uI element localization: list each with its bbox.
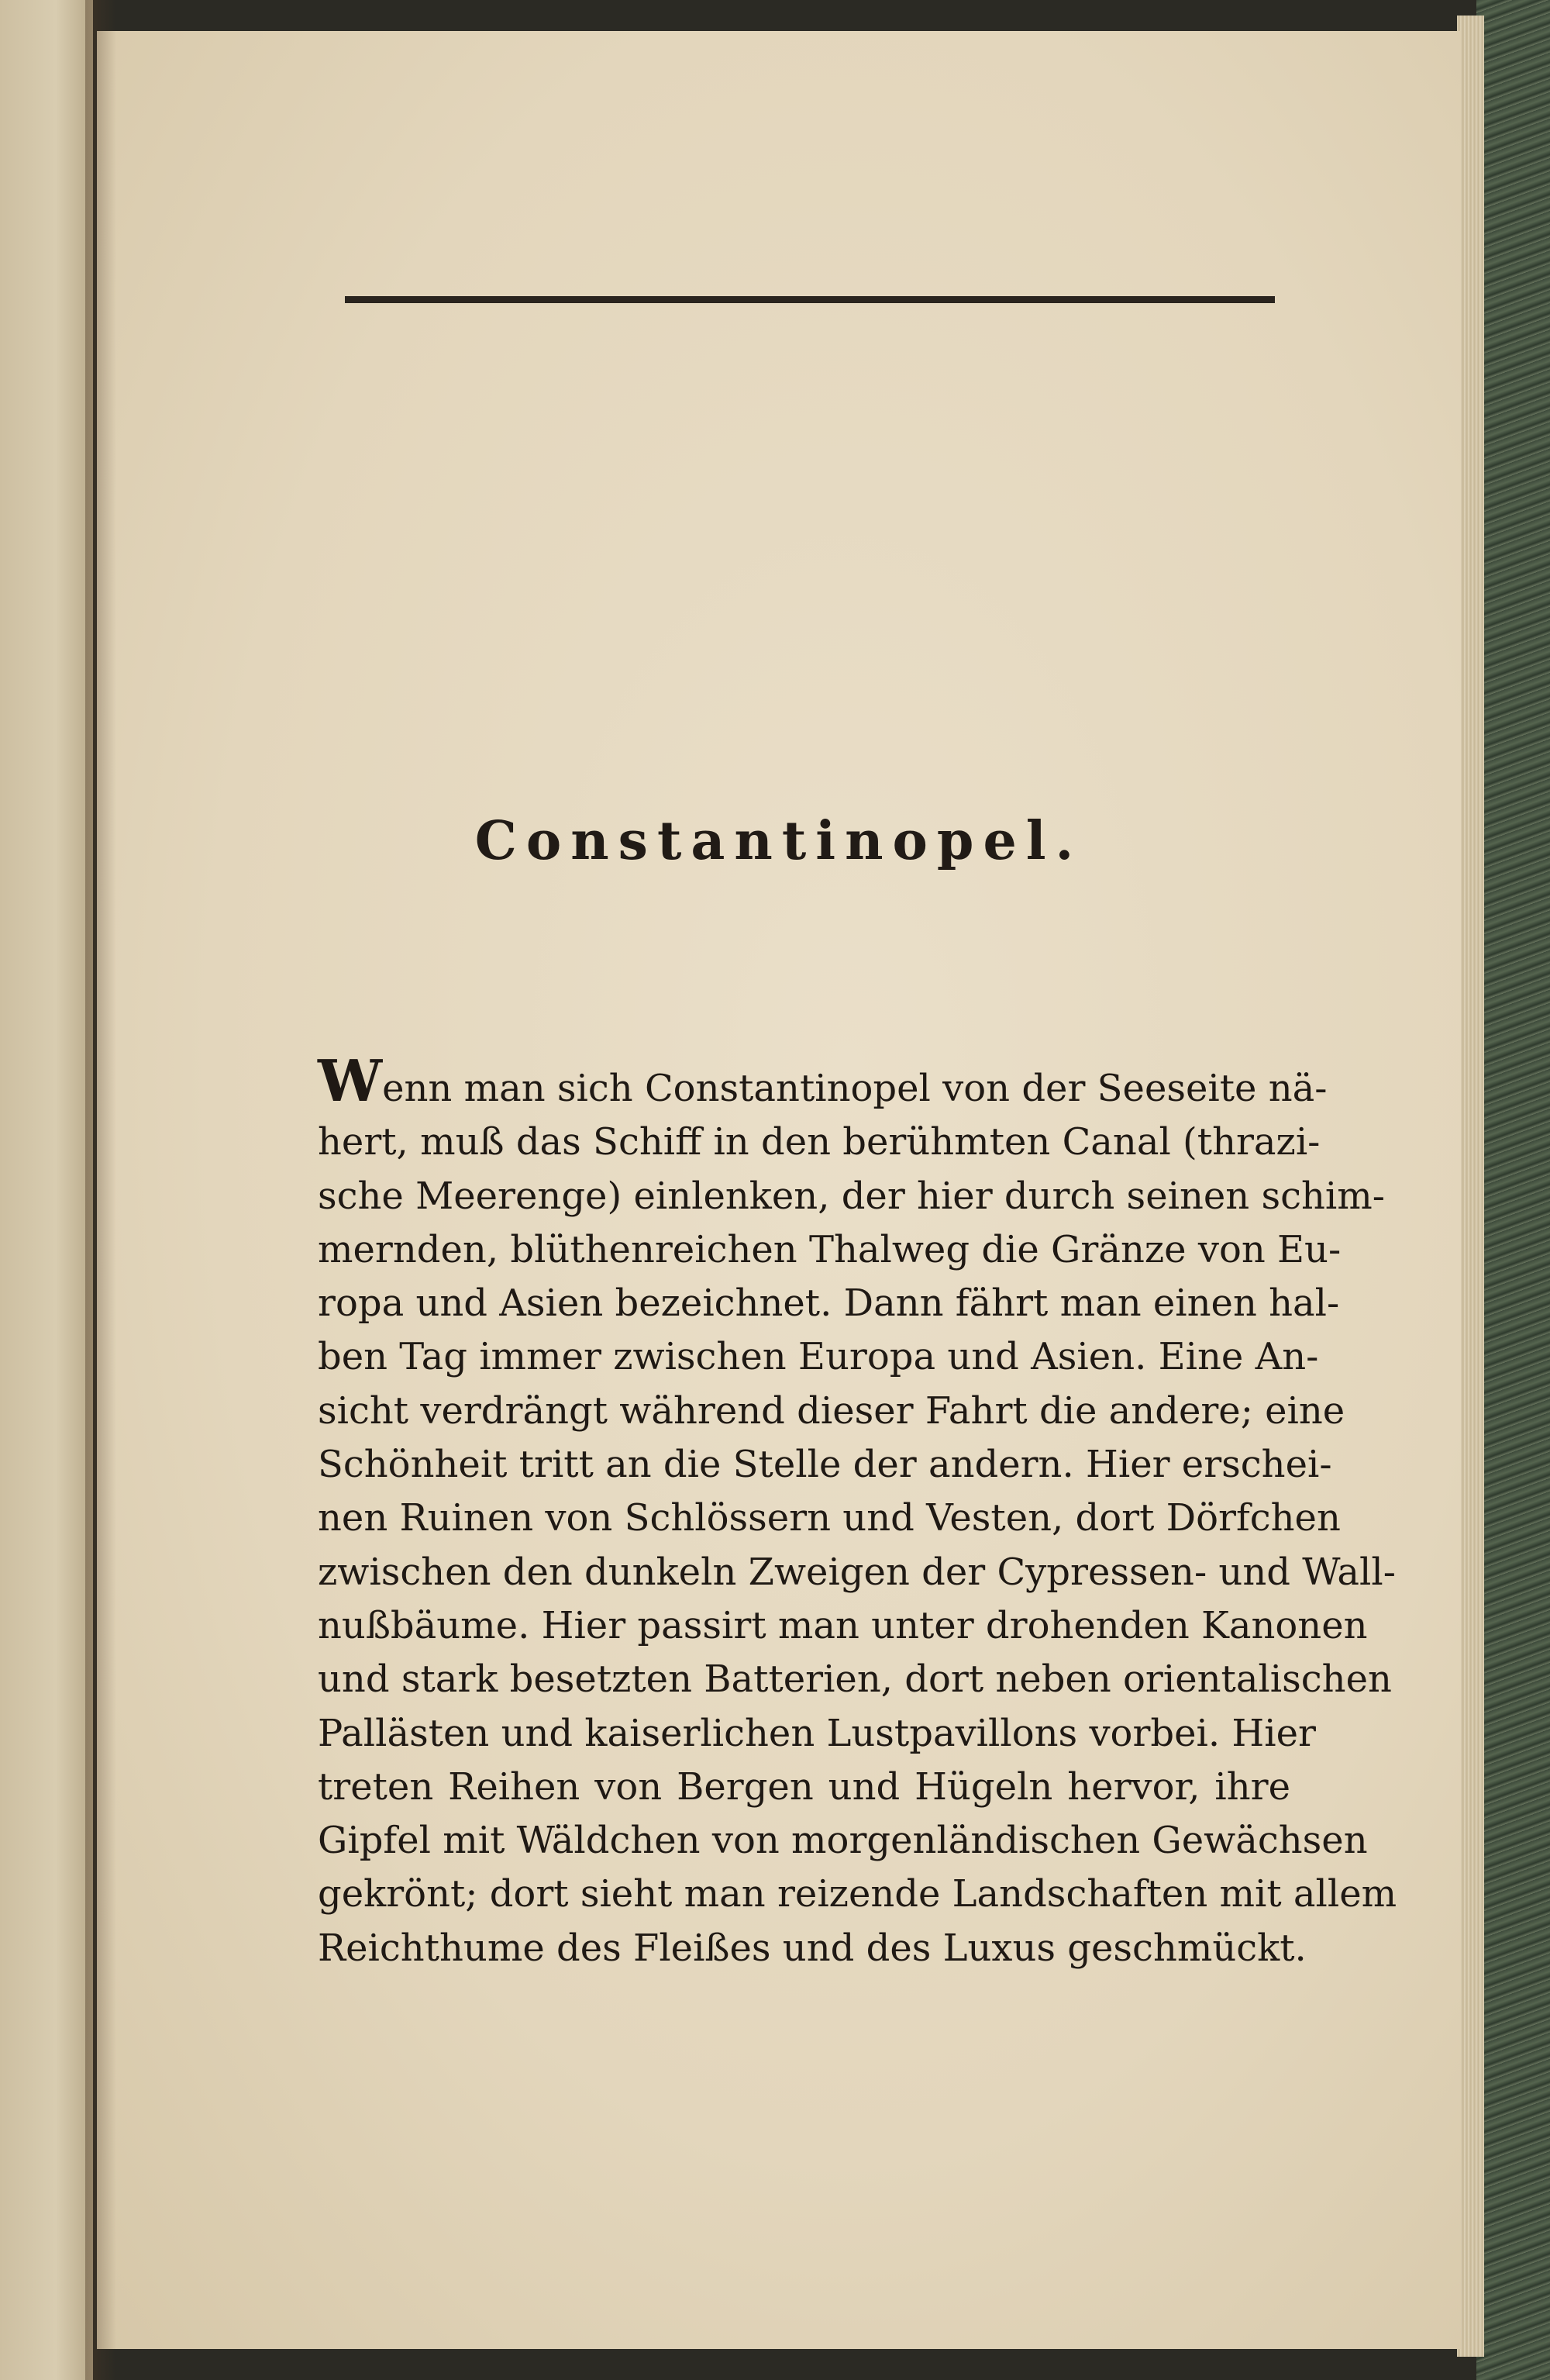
text-line: treten Reihen von Bergen und Hügeln hervor, ihre [318,1764,1290,1809]
text-line: mernden, blüthenreichen Thalweg die Gränze von Eu- [318,1227,1342,1271]
text-line: nußbäume. Hier passirt man unter drohenden Kanonen [318,1603,1368,1647]
text-line: zwischen den dunkeln Zweigen der Cypressen- und Wall- [318,1550,1396,1594]
page-stack-edge [1457,16,1484,2357]
text-line: Gipfel mit Wäldchen von morgenländischen Gewächsen [318,1819,1368,1863]
gutter-shadow [85,0,116,2380]
text-line: ropa und Asien bezeichnet. Dann fährt man einen hal- [318,1281,1340,1326]
header-rule [345,296,1275,303]
text-line: Pallästen und kaiserlichen Lustpavillons vorbei. Hier [318,1711,1316,1755]
text-line: ben Tag immer zwischen Europa und Asien. Eine An- [318,1335,1319,1379]
text-line: und stark besetzten Batterien, dort neben orientalischen [318,1657,1392,1702]
body-paragraph [318,1048,1397,1975]
text-line: sicht verdrängt während dieser Fahrt die andere; eine [318,1388,1345,1433]
text-line: Schönheit tritt an die Stelle der andern. Hier erschei- [318,1443,1332,1487]
initial-letter: W [318,1048,383,1115]
facing-page-edge [0,0,93,2380]
text-line: Wenn man sich Constantinopel von der Seeseite nä- [318,1048,1328,1115]
text-line: hert, muß das Schiff in den berühmten Canal (thrazi- [318,1120,1321,1164]
book-page [97,31,1461,2349]
chapter-title: Constantinopel. [474,810,1083,872]
book-cover [1476,0,1550,2380]
text-line: gekrönt; dort sieht man reizende Landschaften mit allem [318,1872,1397,1916]
text-line: nen Ruinen von Schlössern und Vesten, dort Dörfchen [318,1496,1341,1540]
text-line: Reichthume des Fleißes und des Luxus geschmückt. [318,1926,1307,1970]
text-line: sche Meerenge) einlenken, der hier durch seinen schim- [318,1174,1385,1218]
